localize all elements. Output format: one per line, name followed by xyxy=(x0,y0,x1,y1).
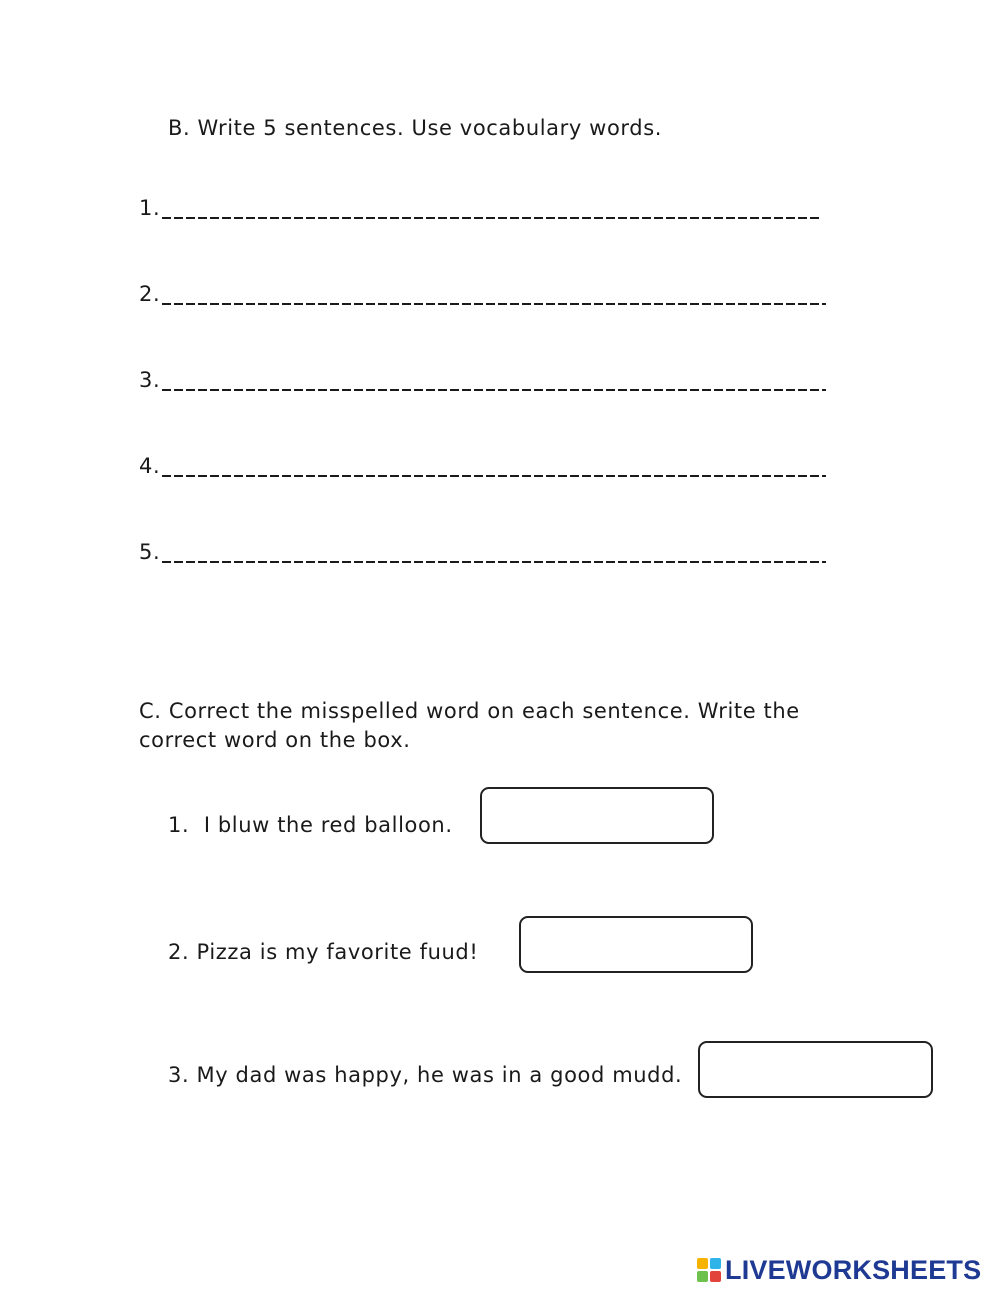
sentence-line-4[interactable] xyxy=(139,454,826,478)
logo-text: LIVEWORKSHEETS xyxy=(725,1254,982,1285)
logo-block xyxy=(710,1258,721,1269)
answer-box-3[interactable] xyxy=(698,1041,933,1098)
answer-box-1[interactable] xyxy=(480,787,714,844)
item-number: 2. xyxy=(168,940,190,964)
item-sentence: Pizza is my favorite fuud! xyxy=(196,940,479,964)
logo-block xyxy=(710,1271,721,1282)
writing-line[interactable] xyxy=(162,561,826,563)
liveworksheets-logo xyxy=(697,1254,981,1286)
sentence-line-5[interactable] xyxy=(139,540,826,564)
misspelled-item-1 xyxy=(168,813,453,837)
writing-line[interactable] xyxy=(162,217,822,219)
logo-block xyxy=(697,1271,708,1282)
line-number: 4. xyxy=(139,454,161,478)
sentence-line-2[interactable] xyxy=(139,282,826,306)
line-number: 1. xyxy=(139,196,161,220)
item-number: 1. xyxy=(168,813,190,837)
section-c-heading-line1: C. Correct the misspelled word on each sentence. Write the xyxy=(139,699,800,723)
logo-blocks-icon xyxy=(697,1258,721,1282)
line-number: 3. xyxy=(139,368,161,392)
misspelled-item-2 xyxy=(168,940,478,964)
line-number: 5. xyxy=(139,540,161,564)
writing-line[interactable] xyxy=(162,389,826,391)
item-sentence: I bluw the red balloon. xyxy=(203,813,453,837)
section-b-heading: B. Write 5 sentences. Use vocabulary words. xyxy=(168,116,663,140)
misspelled-item-3 xyxy=(168,1063,682,1087)
answer-box-2[interactable] xyxy=(519,916,753,973)
line-number: 2. xyxy=(139,282,161,306)
section-c-heading-line2: correct word on the box. xyxy=(139,728,411,752)
item-number: 3. xyxy=(168,1063,190,1087)
logo-block xyxy=(697,1258,708,1269)
sentence-line-1[interactable] xyxy=(139,196,822,220)
sentence-line-3[interactable] xyxy=(139,368,826,392)
writing-line[interactable] xyxy=(162,475,826,477)
item-sentence: My dad was happy, he was in a good mudd. xyxy=(196,1063,683,1087)
writing-line[interactable] xyxy=(162,303,826,305)
